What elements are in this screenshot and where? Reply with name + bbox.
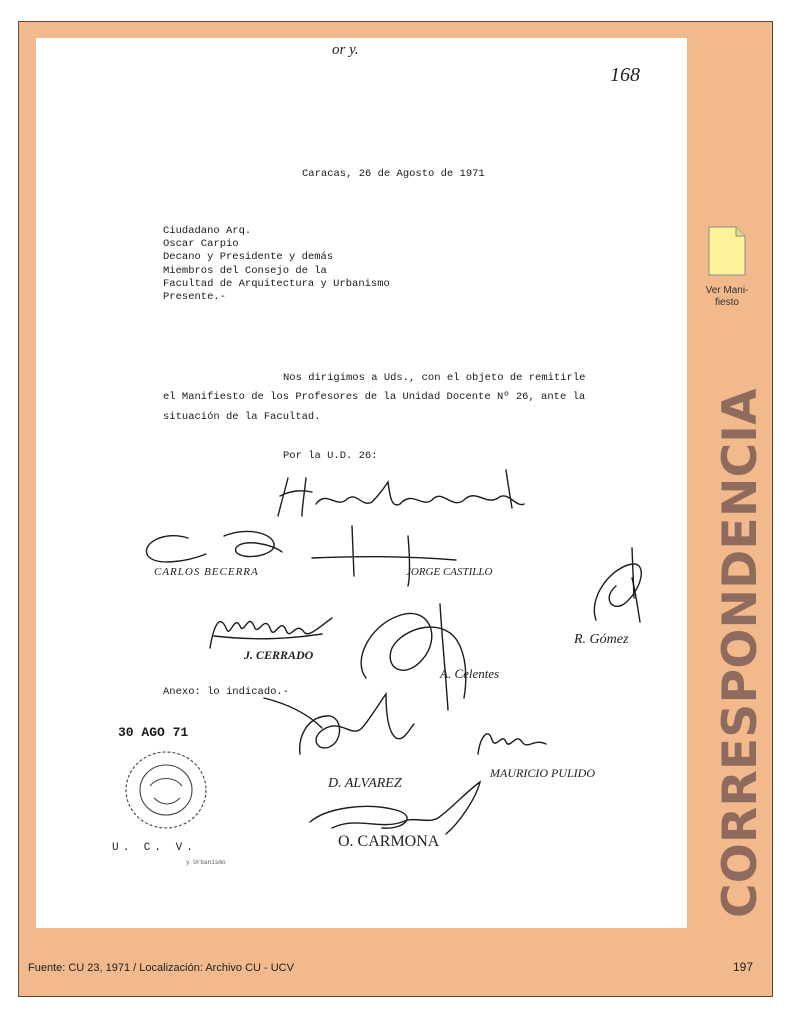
page-number: 197 xyxy=(733,960,754,974)
body-line-3: situación de la Facultad. xyxy=(163,411,321,423)
body-line-2: el Manifiesto de los Profesores de la Unidad Docente Nº 26, ante la xyxy=(163,391,586,403)
scanned-letter xyxy=(36,38,687,928)
section-title: CORRESPONDENCIA xyxy=(713,388,768,918)
folio-number: 168 xyxy=(610,64,640,86)
closing: Por la U.D. 26: xyxy=(283,450,378,462)
view-manifesto-label[interactable] xyxy=(694,285,760,309)
signature-gomez: R. Gómez xyxy=(574,632,629,647)
signature-becerra: CARLOS BECERRA xyxy=(154,566,259,578)
document-icon[interactable] xyxy=(708,226,746,276)
body-line-1: Nos dirigimos a Uds., con el objeto de remitirle xyxy=(283,372,586,384)
date-line: Caracas, 26 de Agosto de 1971 xyxy=(302,168,485,180)
signature-celentes: A. Celentes xyxy=(440,666,500,681)
view-manifesto-link[interactable] xyxy=(708,226,746,276)
addressee-line-1: Ciudadano Arq. xyxy=(163,225,252,237)
addressee-line-2: Oscar Carpio xyxy=(163,238,239,250)
signature-carmona: O. CARMONA xyxy=(338,833,440,850)
stamp-subtext: y Urbanismo xyxy=(186,859,226,866)
annex-line: Anexo: lo indicado.- xyxy=(163,686,290,698)
addressee-line-6: Presente.- xyxy=(163,291,227,303)
addressee-line-4: Miembros del Consejo de la xyxy=(163,265,327,277)
source-footer: Fuente: CU 23, 1971 / Localización: Archivo CU - UCV xyxy=(28,962,294,974)
view-manifesto-label-line2[interactable]: fiesto xyxy=(715,297,739,308)
signature-alvarez: D. ALVAREZ xyxy=(328,776,402,791)
view-manifesto-label-line1[interactable]: Ver Mani- xyxy=(705,285,749,296)
addressee-line-5: Facultad de Arquitectura y Urbanismo xyxy=(163,278,390,290)
addressee-line-3: Decano y Presidente y demás xyxy=(163,251,334,263)
signature-cerrado: J. CERRADO xyxy=(244,648,314,662)
signature-castillo: JORGE CASTILLO xyxy=(406,566,493,578)
stamp-date: 30 AGO 71 xyxy=(118,725,189,740)
stamp-text: U. C. V. xyxy=(112,842,197,854)
folio-scribble: or y. xyxy=(332,42,359,58)
signature-pulido: MAURICIO PULIDO xyxy=(490,766,595,780)
